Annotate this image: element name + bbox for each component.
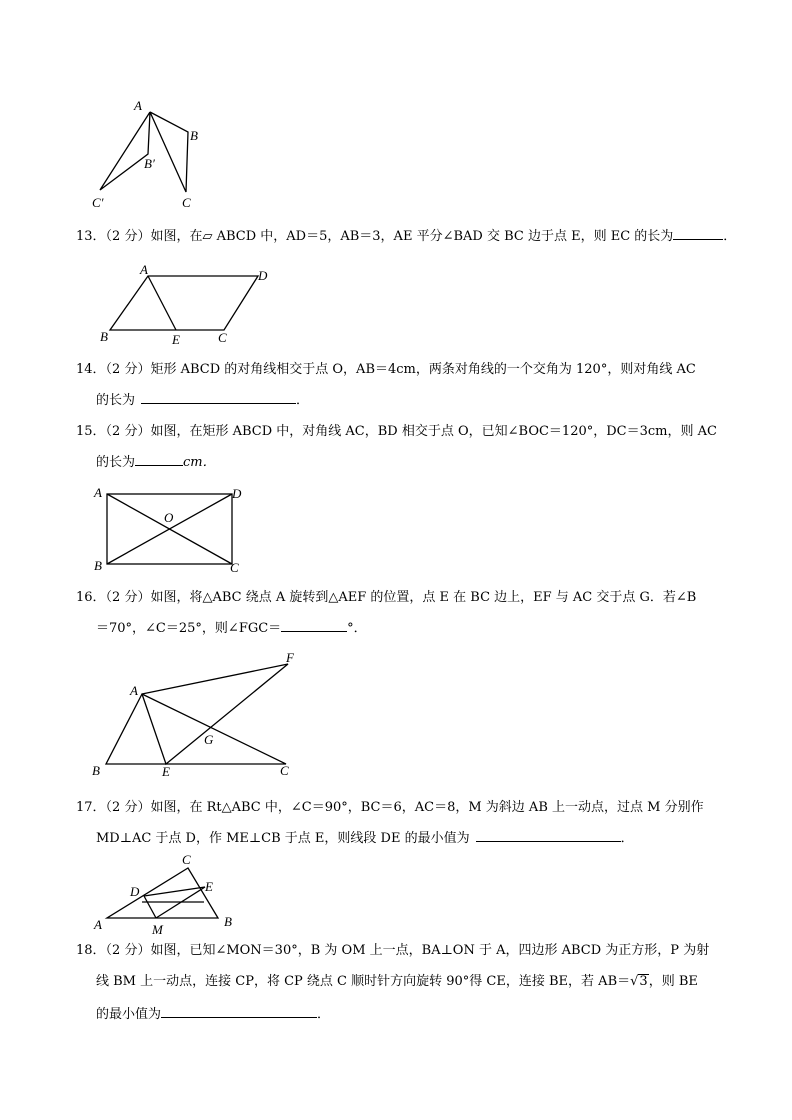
figure-q13 <box>98 262 278 348</box>
label-O: O <box>164 510 174 525</box>
label-G: G <box>204 732 214 747</box>
q14-text: 14．（2 分）矩形 ABCD 的对角线相交于点 O，AB＝4cm，两条对角线的一个交角为 120°，则对角线 AC <box>76 362 696 377</box>
question-16-line2: ＝70°，∠C＝25°，则∠FGC＝ °． <box>96 618 367 639</box>
q16-answer-blank <box>281 618 347 632</box>
question-17-line2: MD⊥AC 于点 D，作 ME⊥CB 于点 E，则线段 DE 的最小值为 ． <box>96 828 634 849</box>
figure-q17 <box>92 850 242 936</box>
q13-answer-blank <box>673 226 723 240</box>
question-15 <box>76 422 717 442</box>
figure-q12 <box>90 98 210 210</box>
q18-answer-blank <box>161 1004 317 1018</box>
label-D: D <box>258 268 268 283</box>
question-18-line2: 线 BM 上一动点，连接 CP，将 CP 绕点 C 顺时针方向旋转 90°得 CE，连接 BE，若 AB＝√3，则 BE <box>96 974 698 989</box>
question-18-line3: 的最小值为 ． <box>96 1004 330 1025</box>
figure-q16 <box>88 648 308 780</box>
q14-answer-blank <box>141 390 296 404</box>
label-B: B <box>224 914 232 929</box>
label-A: A <box>134 98 142 113</box>
label-B: B <box>92 763 100 778</box>
label-C: C <box>280 763 289 778</box>
label-B: B <box>94 558 102 573</box>
label-C: C <box>182 852 191 867</box>
label-D: D <box>130 884 140 899</box>
question-17 <box>76 798 704 818</box>
label-C: C <box>182 195 191 210</box>
label-B: B <box>100 329 108 344</box>
label-F: F <box>286 650 294 665</box>
label-C: C <box>230 560 239 575</box>
label-C-prime: C′ <box>92 195 104 210</box>
question-18 <box>76 941 709 961</box>
label-B-prime: B′ <box>144 156 155 171</box>
question-14 <box>76 360 696 380</box>
label-E: E <box>172 332 180 347</box>
label-C: C <box>218 330 227 345</box>
label-A: A <box>94 917 102 932</box>
label-A: A <box>130 683 138 698</box>
q17-answer-blank <box>476 828 621 842</box>
label-E: E <box>162 764 170 779</box>
sqrt-radicand: 3 <box>639 974 648 989</box>
question-16 <box>76 588 696 608</box>
q17-text: 17．（2 分）如图，在 Rt△ABC 中，∠C＝90°，BC＝6，AC＝8，M 为斜边 AB 上一动点，过点 M 分别作 <box>76 800 704 815</box>
label-E: E <box>205 879 213 894</box>
figure-q15 <box>92 484 252 576</box>
q15-answer-blank <box>135 452 183 466</box>
q16-text: 16．（2 分）如图，将△ABC 绕点 A 旋转到△AEF 的位置，点 E 在 BC 边上，EF 与 AC 交于点 G．若∠B <box>76 590 697 605</box>
label-A: A <box>140 262 148 277</box>
label-M: M <box>152 922 163 937</box>
q18-text: 18．（2 分）如图，已知∠MON＝30°，B 为 OM 上一点，BA⊥ON 于 A，四边形 ABCD 为正方形，P 为射 <box>76 943 710 958</box>
label-D: D <box>232 486 242 501</box>
label-A: A <box>94 485 102 500</box>
question-13: 13．（2 分）如图，在▱ ABCD 中，AD＝5，AB＝3，AE 平分∠BAD 交 BC 边于点 E，则 EC 的长为 ． <box>76 226 736 247</box>
q13-text: 13．（2 分）如图，在▱ ABCD 中，AD＝5，AB＝3，AE 平分∠BAD 交 BC 边于点 E，则 EC 的长为 <box>76 229 674 244</box>
question-15-line2: 的长为 cm． <box>96 452 216 473</box>
q15-text: 15．（2 分）如图，在矩形 ABCD 中，对角线 AC，BD 相交于点 O，已知∠BOC＝120°，DC＝3cm，则 AC <box>76 424 717 439</box>
label-B: B <box>190 128 198 143</box>
question-14-line2: 的长为 ． <box>96 390 309 411</box>
